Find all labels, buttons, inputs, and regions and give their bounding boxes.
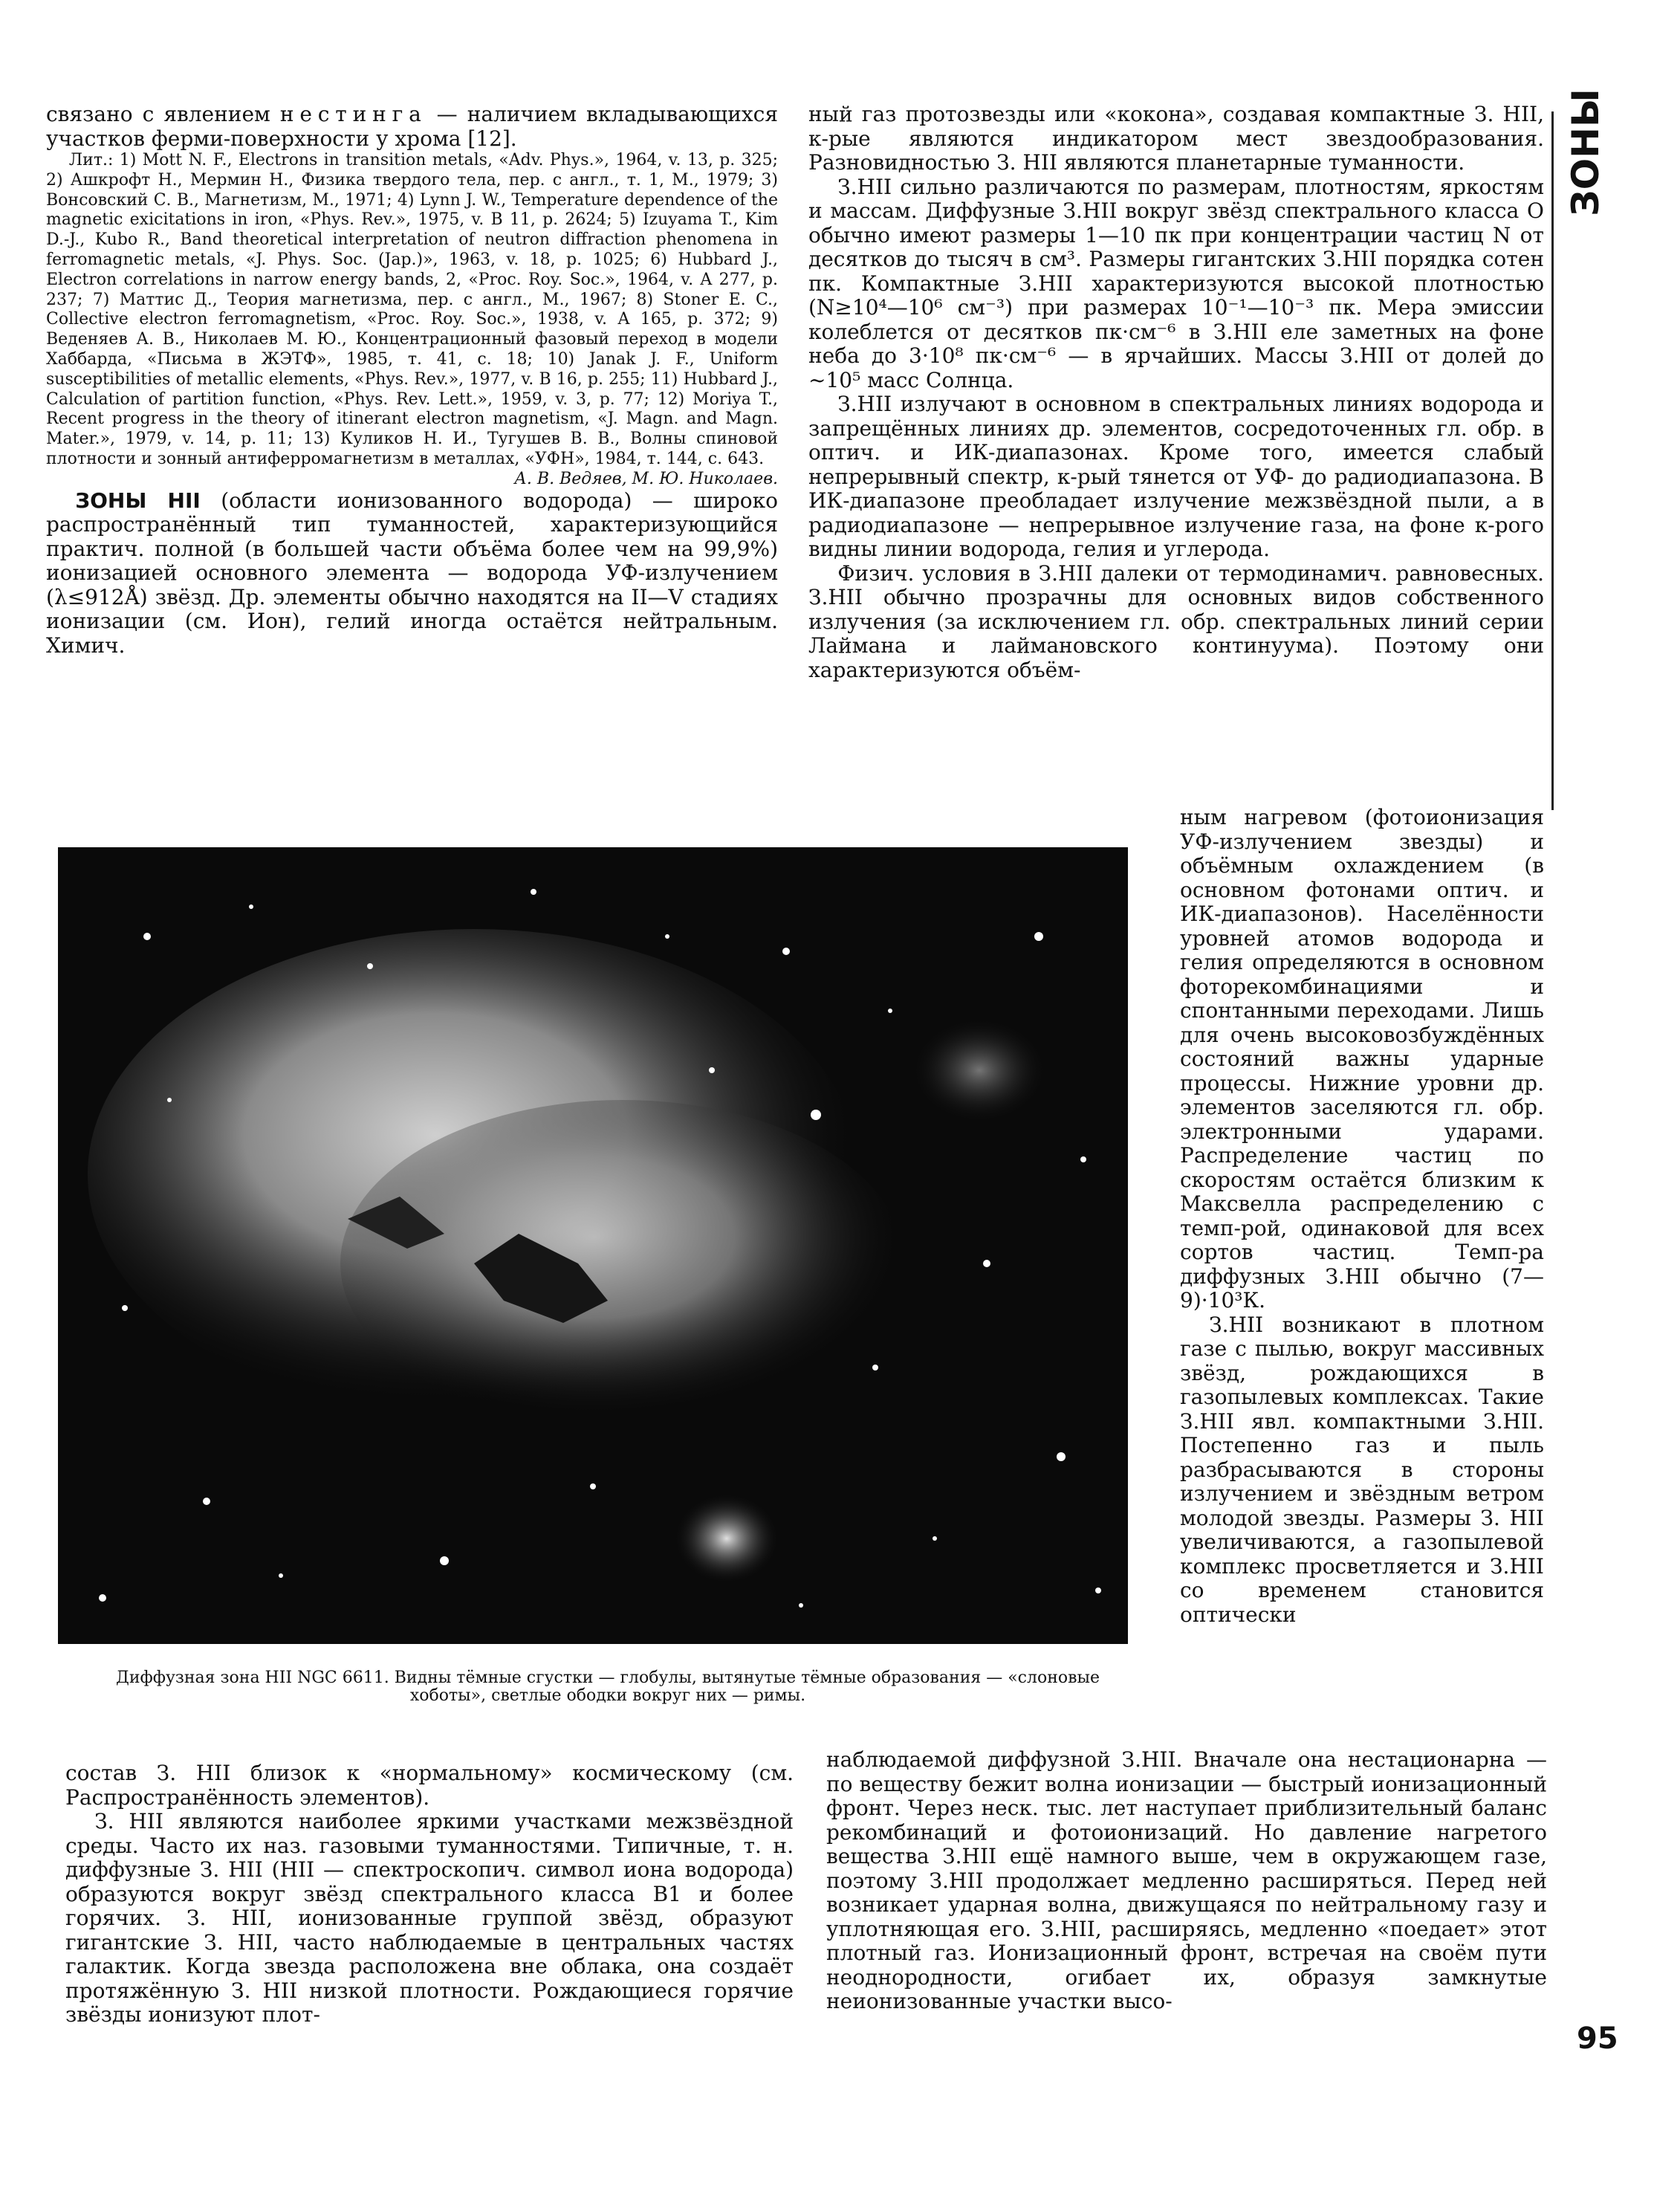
running-head-text: ЗОНЫ <box>1564 88 1607 216</box>
paragraph: З.HII возникают в плотном газе с пылью, вокруг массивных звёзд, рождающихся в газопылевых комплексах. Такие З.HII явл. компактными З.HII. Постепенно газ и пыль разбрасываются в стороны излучением и звёздным ветром молодой звезды. Размеры З. HII увеличиваются, а газопылевой комплекс просветляется и З.HII со временем становится оптически <box>1180 1312 1544 1627</box>
page-number: 95 <box>1577 2022 1618 2056</box>
paragraph: Физич. условия в З.HII далеки от термодинамич. равновесных. З.HII обычно прозрачны для основных видов собственного излучения (за исключением гл. обр. спектральных линий серии Лаймана и лаймановского континуума). Поэтому они характеризуются объём- <box>808 560 1544 682</box>
nesting-term: нестинга <box>279 102 427 126</box>
paragraph: ный газ протозвезды или «кокона», создавая компактные З. HII, к-рые являются индикатором мест звездообразования. Разновидностью З. HII являются планетарные туманности. <box>808 102 1544 175</box>
article-start: ЗОНЫ HII (области ионизованного водорода) — широко распространённый тип туманностей, характеризующийся практич. полной (в большей части объёма более чем на 99,9%) ионизацией основного элемента — водорода УФ-излучением (λ≤912Å) звёзд. Др. элементы обычно находятся на II—V стадиях ионизации (см. Ион), гелий иногда остаётся нейтральным. Химич. <box>46 488 778 658</box>
paragraph: З.HII излучают в основном в спектральных линиях водорода и запрещённых линиях др. элементов, сосредоточенных гл. обр. в оптич. и ИК-диапазонах. Кроме того, имеется слабый непрерывный спектр, к-рый тянется от УФ- до радиодиапазона. В ИК-диапазоне преобладает излучение межзвёздной пыли, а в радиодиапазоне — непрерывное излучение газа, на фоне к-рого видны линии водорода, гелия и углерода. <box>808 392 1544 561</box>
intro-paragraph: связано с явлением нестинга — наличием вкладывающихся участков ферми-поверхности у хрома [12]. <box>46 102 778 151</box>
column-left-top <box>46 103 778 658</box>
running-head <box>1563 88 1608 216</box>
paragraph: наблюдаемой диффузной З.HII. Вначале она нестационарна — по веществу бежит волна ионизации — быстрый ионизационный фронт. Через неск. тыс. лет наступает приблизительный баланс рекомбинаций и фотоионизаций. Но давление нагретого вещества З.HII ещё намного выше, чем в окружающем газе, поэтому З.HII продолжает медленно расширяться. Перед ней возникает ударная волна, движущаяся по нейтральному газу и уплотняющая его. З.HII, расширяясь, медленно «поедает» этот плотный газ. Ионизационный фронт, встречая на своём пути неоднородности, огибает их, образуя замкнутые неионизованные участки высо- <box>826 1747 1547 2013</box>
headword: ЗОНЫ HII <box>75 488 201 513</box>
column-rule <box>1551 111 1554 810</box>
paragraph: ным нагревом (фотоионизация УФ-излучением звезды) и объёмным охлаждением (в основном фотонами оптич. и ИК-диапазонов). Населённости уровней атомов водорода и гелия определяются в основном фоторекомбинациями и спонтанными переходами. Лишь для очень высоковозбуждённых состояний важны ударные процессы. Нижние уровни др. элементов заселяются гл. обр. электронными ударами. Распределение частиц по скоростям остаётся близким к Максвелла распределению с темп-рой, одинаковой для всех сортов частиц. Темп-ра диффузных З.HII обычно (7—9)·10³К. <box>1180 805 1544 1313</box>
literature-list: Лит.: 1) Mott N. F., Electrons in transition metals, «Adv. Phys.», 1964, v. 13, p. 325; 2) Ашкрофт Н., Мермин Н., Физика твердого тела, пер. с англ., т. 1, М., 1979; 3) Вонсовский С. В., Магнетизм, М., 1971; 4) Lynn J. W., Temperature dependence of the magnetic exicitations in iron, «Phys. Rev.», 1975, v. B 11, p. 2624; 5) Izuyama T., Kim D.-J., Kubo R., Band theoretical interpretation of neutron diffraction phenomena in ferromagnetic metals, «J. Phys. Soc. (Jap.)», 1963, v. 18, p. 1025; 6) Hubbard J., Electron correlations in narrow energy bands, 2, «Proc. Roy. Soc.», 1964, v. A 277, p. 237; 7) Маттис Д., Теория магнетизма, пер. с англ., М., 1967; 8) Stoner E. C., Collective electron ferromagnetism, «Proc. Roy. Soc.», 1938, v. A 165, p. 372; 9) Веденяев А. В., Николаев М. Ю., Концентрационный фазовый переход в модели Хаббарда, «Письма в ЖЭТФ», 1985, т. 41, с. 18; 10) Janak J. F., Uniform susceptibilities of metallic elements, «Phys. Rev.», 1977, v. B 16, p. 255; 11) Hubbard J., Calculation of partition function, «Phys. Rev. Lett.», 1959, v. 3, p. 77; 12) Moriya T., Recent progress in the theory of itinerant electron magnetism, «J. Magn. and Magn. Mater.», 1979, v. 14, p. 11; 13) Куликов Н. И., Тугушев В. В., Волны спиновой плотности и зонный антиферромагнетизм в металлах, «УФН», 1984, т. 144, с. 643. <box>46 151 778 468</box>
column-right-wrap <box>1180 806 1544 1627</box>
column-right-bottom <box>826 1748 1547 2014</box>
article-signature: А. В. Ведяев, М. Ю. Николаев. <box>514 469 778 488</box>
paragraph: состав З. HII близок к «нормальному» космическому (см. Распространённость элементов). <box>65 1761 794 1810</box>
nebula-photo <box>58 847 1128 1644</box>
paragraph: З. HII являются наиболее яркими участками межзвёздной среды. Часто их наз. газовыми туманностями. Типичные, т. н. диффузные З. HII (HII — спектроскопич. символ иона водорода) образуются вокруг звёзд спектрального класса B1 и более горячих. З. HII, ионизованные группой звёзд, образуют гигантские З. HII, часто наблюдаемые в центральных частях галактик. Когда звезда расположена вне облака, она создаёт протяжённую З. HII низкой плотности. Рождающиеся горячие звёзды ионизуют плот- <box>65 1809 794 2027</box>
figure-caption: Диффузная зона HII NGC 6611. Видны тёмные сгустки — глобулы, вытянутые тёмные образования — «слоновые хоботы», светлые ободки вокруг них — римы. <box>115 1669 1100 1705</box>
column-right-top <box>808 103 1544 682</box>
paragraph: З.HII сильно различаются по размерам, плотностям, яркостям и массам. Диффузные З.HII вокруг звёзд спектрального класса O обычно имеют размеры 1—10 пк при концентрации частиц N от десятков до тысяч в см³. Размеры гигантских З.HII порядка сотен пк. Компактные З.HII характеризуются высокой плотностью (N≥10⁴—10⁶ см⁻³) при размерах 10⁻¹—10⁻³ пк. Мера эмиссии колеблется от десятков пк·см⁻⁶ в З.HII еле заметных на фоне неба до 3·10⁸ пк·см⁻⁶ — в ярчайших. Массы З.HII от долей до ~10⁵ масс Солнца. <box>808 174 1544 392</box>
column-left-bottom <box>65 1761 794 2027</box>
